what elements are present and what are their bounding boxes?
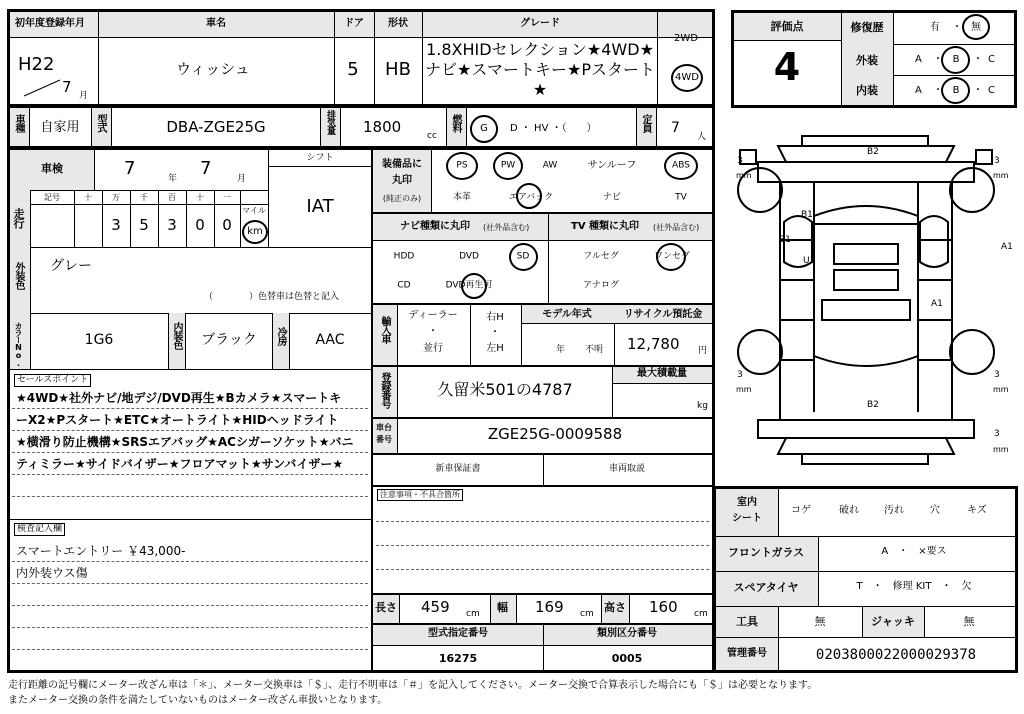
tread-unit: mm [736, 385, 752, 394]
class-value: 自家用 [40, 120, 80, 135]
equip-abs: ABS [672, 160, 690, 171]
check-label: 検査記入欄 [14, 523, 65, 536]
dot: ・ [490, 327, 500, 338]
drive-2wd: 2WD [674, 33, 698, 44]
dot: ・ [973, 85, 983, 96]
mgmt-label: 管理番号 [727, 648, 767, 659]
equip-label-2: 丸印 [392, 175, 412, 186]
shape-label: 形状 [388, 18, 408, 29]
len-unit: cm [466, 609, 480, 619]
import-dealer: ディーラー [408, 310, 458, 321]
hei-value: 160 [649, 598, 678, 616]
mileage-digit: 3 [167, 216, 177, 234]
grade-line-1: 1.8XHIDセレクション★4WD★ [426, 40, 654, 59]
equip-leather: 本革 [452, 192, 472, 203]
dot: ・ [933, 54, 943, 65]
damage-mark: B2 [867, 147, 879, 157]
tools-value: 無 [814, 615, 826, 628]
tread-value: 3 [994, 370, 1000, 380]
dot: ・ [428, 326, 438, 337]
type-label: 型式指定番号 [428, 628, 488, 639]
recycle-value: 12,780 [627, 335, 680, 353]
ext-grade-c: C [988, 54, 995, 65]
damage-mark: U1 [803, 256, 816, 266]
fuel-options: D ・ HV ・（ ） [510, 123, 597, 134]
digit-label: 十 [84, 193, 92, 202]
cap-label: 定員 [640, 114, 651, 132]
shift-value: IAT [306, 196, 334, 217]
tread-rr [994, 371, 1000, 380]
int-color: ブラック [201, 332, 257, 348]
interior-box [834, 270, 898, 290]
footer-line-2: またメーター交換の条件を満たしていないものはメーター改ざん車扱いとなります。 [8, 695, 388, 706]
wid-value: 169 [535, 598, 564, 616]
mirror-right [976, 150, 992, 164]
grade-line-2: ナビ★スマートキー★Pスタート [424, 60, 656, 79]
tread-value: 3 [994, 429, 1000, 439]
tread-unit: mm [993, 385, 1009, 394]
interior-label-2: シート [732, 513, 762, 524]
grade-line-3: ★ [532, 80, 548, 99]
model-value: DBA-ZGE25G [166, 118, 266, 136]
mgmt-value: 0203800022000029378 [815, 647, 977, 663]
reg-era: H22 [18, 54, 55, 75]
int-grade-b: B [952, 85, 960, 96]
sales-label: セールスポイント [14, 374, 91, 387]
equip-label-1: 装備品に [382, 159, 422, 170]
tread-value: 3 [994, 156, 1000, 166]
regno-value: 久留米501の4787 [437, 380, 573, 399]
spare-label: スペアタイヤ [733, 581, 799, 594]
tread-fl [737, 157, 743, 166]
hei-unit: cm [694, 609, 708, 619]
row2-box [7, 105, 715, 149]
mileage-digit: 5 [139, 216, 149, 234]
mileage-digit: 3 [111, 216, 121, 234]
code-label: 記号 [44, 193, 60, 202]
sales-line-3: ★横滑り防止機構★SRSエアバッグ★ACシガーソケット★バニ [16, 435, 354, 449]
tread-unit: mm [736, 171, 752, 180]
mile-label: マイル [242, 206, 266, 215]
cap-value: 7 [671, 120, 680, 136]
cat-label: 類別区分番号 [597, 628, 657, 639]
mileage-digit: 0 [222, 216, 232, 234]
roof-rails [814, 182, 918, 412]
reg-label: 初年度登録年月 [15, 18, 85, 29]
interior-item: 汚れ [884, 505, 904, 516]
import-lh: 左H [486, 343, 504, 354]
cap-unit: 人 [697, 132, 707, 142]
damage-mark: B1 [801, 210, 813, 220]
warranty-manual: 車両取説 [608, 464, 646, 474]
notes-label: 注意事項・不具合箇所 [377, 489, 463, 501]
type-value: 16275 [438, 652, 478, 665]
grade-label: グレード [520, 18, 560, 29]
nav-cd: CD [397, 280, 411, 291]
tread-value: 3 [737, 370, 743, 380]
repair-label: 修復歴 [850, 21, 884, 34]
mileage-digit: 0 [195, 216, 205, 234]
digit-label: 百 [168, 193, 176, 202]
interior-box [834, 244, 898, 264]
interior-item: 穴 [930, 505, 940, 516]
model-label: 型式 [95, 114, 106, 132]
shift-label: シフト [306, 153, 334, 163]
tv-analog: アナログ [582, 280, 620, 291]
equip-ps: PS [456, 160, 468, 171]
equip-sunroof: サンルーフ [587, 160, 637, 171]
fuel-gas: G [480, 123, 488, 134]
rear-edge [758, 420, 974, 438]
nav-dvd: DVD [459, 251, 479, 262]
reg-month-unit: 月 [79, 91, 89, 101]
hei-label: 高さ [604, 601, 626, 614]
equip-aw: AW [542, 160, 558, 171]
ext-label: 外装 [856, 54, 878, 67]
equip-pw: PW [500, 160, 516, 171]
ac-value: AAC [315, 332, 345, 348]
rear-bumper [802, 454, 928, 464]
wid-unit: cm [580, 609, 594, 619]
regno-label: 登録番号 [379, 372, 390, 408]
recycle-unit: 円 [698, 346, 708, 356]
color-value: グレー [50, 258, 92, 274]
color-note: （ ）色替車は色替と記入 [204, 292, 340, 302]
ext-grade-b: B [952, 54, 960, 65]
doors-label: ドア [344, 18, 364, 29]
front-bumper [802, 136, 928, 146]
equip-airbag: エアバック [508, 192, 554, 203]
chassis-label-1: 車台 [376, 423, 392, 432]
glass-value: A ・ ×要ス [881, 546, 947, 557]
spare-tread [994, 430, 1000, 439]
reg-slash [22, 78, 62, 98]
damage-mark: A1 [1001, 242, 1013, 252]
int-grade-a: A [915, 85, 922, 96]
fuel-label: 燃料 [450, 114, 461, 132]
tread-fr [994, 157, 1000, 166]
rear-glass [814, 356, 918, 366]
footer-line-1: 走行距離の記号欄にメーター改ざん車は「＊」、メーター交換車は「＄」、走行不明車は「＃」を記入してください。メーター交換で合算表示した場合にも「＄」は必要となります。 [8, 680, 818, 691]
color-label: 外装色 [13, 262, 24, 289]
car-diagram [718, 120, 1018, 480]
color-code-label: カラーNo. [14, 322, 23, 367]
damage-mark: A1 [931, 299, 943, 309]
wheel-rl [738, 330, 782, 374]
nav-label: ナビ種類に丸印 [400, 221, 470, 232]
warranty-new: 新車保証書 [435, 464, 481, 474]
digit-label: 一 [223, 193, 231, 202]
maxload-unit: kg [697, 401, 708, 411]
inspect-year: 7 [124, 158, 136, 179]
tread-rl [737, 371, 743, 380]
check-line-1: スマートエントリー ￥43,000- [16, 544, 186, 558]
jack-label: ジャッキ [871, 615, 915, 628]
dot: ・ [973, 54, 983, 65]
interior-item: キズ [967, 505, 987, 516]
model-year-value: 不明 [585, 345, 604, 355]
jack-value: 無 [963, 615, 975, 628]
inspect-year-unit: 年 [168, 174, 178, 184]
tread-unit: mm [993, 445, 1009, 454]
spare-value: T ・ 修理 KIT ・ 欠 [856, 581, 972, 592]
digit-label: 千 [140, 193, 148, 202]
digit-label: 十 [196, 193, 204, 202]
interior-item: コゲ [791, 505, 811, 516]
ac-label: 冷房 [275, 327, 286, 345]
dot: ・ [952, 22, 962, 33]
damage-mark: B1 [779, 235, 791, 245]
tools-label: 工具 [736, 615, 758, 628]
tv-fullseg: フルセグ [583, 251, 619, 262]
reg-month: 7 [62, 78, 72, 96]
disp-value: 1800 [363, 118, 402, 136]
len-label: 長さ [375, 601, 397, 614]
equip-sub: (純正のみ) [382, 194, 422, 203]
color-code: 1G6 [84, 332, 114, 348]
nav-sub: (社外品含む) [483, 223, 530, 232]
hood-edge [758, 162, 974, 182]
tread-value: 3 [737, 156, 743, 166]
car-name: ウィッシュ [176, 60, 250, 78]
ext-grade-a: A [915, 54, 922, 65]
inspect-label: 車検 [41, 162, 63, 175]
roof-panel [822, 300, 910, 320]
wheel-rr [950, 330, 994, 374]
windshield [814, 206, 918, 216]
disp-label: 排気量 [325, 110, 335, 134]
interior-item: 破れ [839, 505, 859, 516]
repair-yes: 有 [930, 22, 940, 33]
tv-label: TV 種類に丸印 [571, 221, 640, 232]
import-parallel: 並行 [423, 343, 443, 354]
int-color-label: 内装色 [171, 322, 182, 349]
import-rh: 右H [486, 312, 504, 323]
import-label: 輸入車 [379, 316, 390, 343]
check-line-2: 内外装ウス傷 [16, 566, 88, 580]
tread-unit: mm [993, 171, 1009, 180]
nav-sd: SD [516, 251, 530, 262]
model-year-unit: 年 [556, 345, 566, 355]
maxload-label: 最大積載量 [637, 368, 687, 379]
rear-trunk [778, 438, 954, 454]
name-label: 車名 [206, 18, 226, 29]
wid-label: 幅 [497, 601, 508, 614]
int-grade-c: C [988, 85, 995, 96]
doors-value: 5 [347, 59, 359, 80]
mileage-label: 走行 [12, 208, 25, 228]
model-year-label: モデル年式 [542, 309, 592, 320]
sales-line-4: ティミラー★サイドバイザー★フロアマット★サンバイザー★ [16, 457, 344, 471]
dot: ・ [933, 85, 943, 96]
nav-dvd-play: DVD再生可 [445, 280, 493, 291]
tv-oneseg: ワンセグ [653, 251, 691, 262]
equip-tv: TV [675, 192, 687, 203]
len-value: 459 [421, 598, 450, 616]
chassis-value: ZGE25G-0009588 [487, 425, 623, 443]
repair-no: 無 [971, 22, 981, 33]
cat-value: 0005 [611, 652, 643, 665]
score-label: 評価点 [770, 20, 804, 33]
digit-label: 万 [112, 193, 120, 202]
inspect-month: 7 [200, 158, 212, 179]
sales-line-1: ★4WD★社外ナビ/地デジ/DVD再生★Bカメラ★スマートキ [16, 391, 342, 405]
int-label: 内装 [856, 84, 878, 97]
nav-hdd: HDD [393, 251, 415, 262]
damage-mark: B2 [867, 400, 879, 410]
front-door-right [920, 216, 948, 267]
recycle-label: リサイクル預託金 [623, 309, 703, 320]
wheel-fr [950, 168, 994, 212]
inspect-month-unit: 月 [237, 174, 247, 184]
score-value: 4 [773, 45, 801, 89]
class-label: 車種 [13, 114, 24, 132]
chassis-label-2: 番号 [376, 435, 392, 444]
interior-label-1: 室内 [737, 497, 757, 508]
glass-label: フロントガラス [727, 546, 805, 559]
km-unit: km [247, 226, 263, 237]
shape-value: HB [385, 59, 411, 80]
disp-unit: cc [427, 131, 437, 141]
equip-navi: ナビ [602, 192, 622, 203]
drive-4wd: 4WD [675, 72, 699, 83]
tv-sub: (社外品含む) [653, 223, 700, 232]
front-grille [778, 146, 954, 162]
sales-line-2: ーX2★Pスタート★ETC★オートライト★HIDヘッドライト [16, 413, 339, 427]
